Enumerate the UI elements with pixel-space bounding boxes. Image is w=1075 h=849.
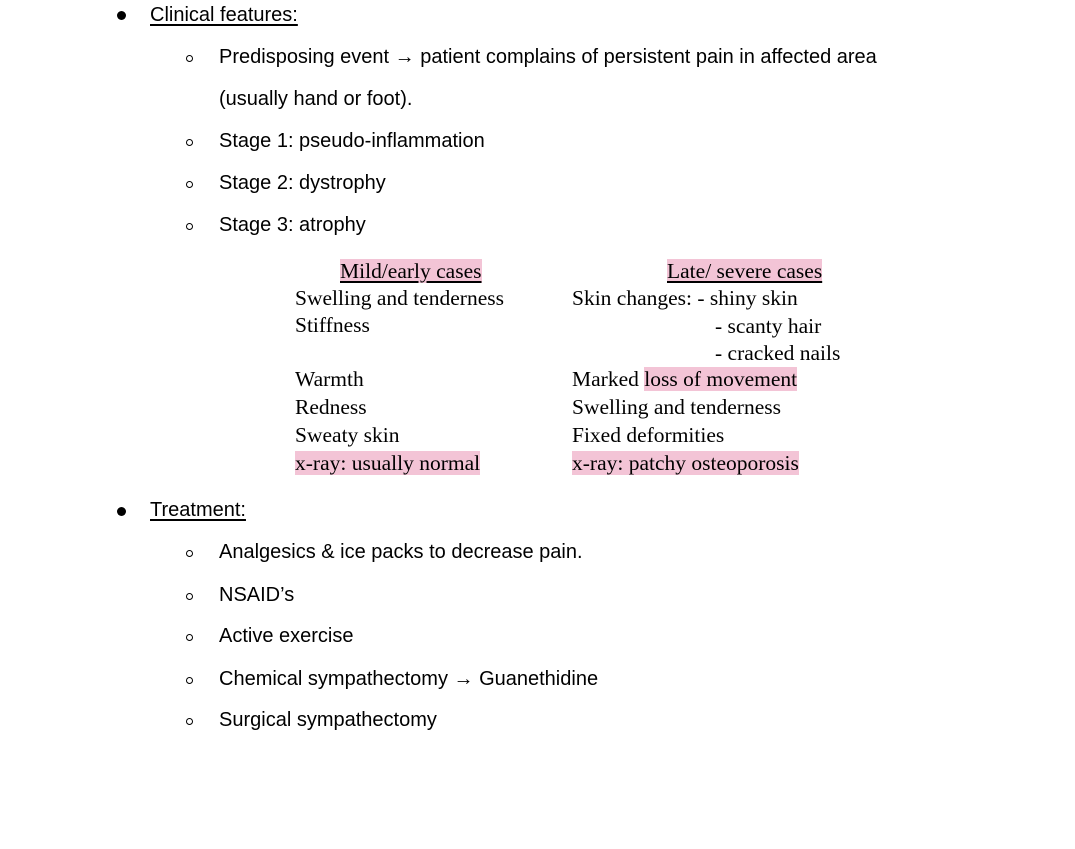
bullet-treatment bbox=[117, 507, 126, 516]
clinical-item-1-cont: (usually hand or foot). bbox=[219, 88, 413, 110]
treatment-item-3: Active exercise bbox=[219, 625, 354, 647]
severe-skin-sub: - scanty hair bbox=[715, 314, 822, 338]
sub-bullet bbox=[186, 634, 193, 641]
mild-item: Swelling and tenderness bbox=[295, 286, 504, 310]
sub-bullet bbox=[186, 550, 193, 557]
mild-header: Mild/early cases bbox=[340, 259, 482, 283]
severe-skin-changes: Skin changes: - shiny skin bbox=[572, 286, 798, 310]
sub-bullet bbox=[186, 181, 193, 188]
sub-bullet bbox=[186, 718, 193, 725]
mild-item: Stiffness bbox=[295, 313, 370, 337]
treatment-item-4: Chemical sympathectomy → Guanethidine bbox=[219, 668, 599, 690]
clinical-item-3: Stage 2: dystrophy bbox=[219, 172, 386, 194]
severe-item: Swelling and tenderness bbox=[572, 395, 781, 419]
treatment-heading: Treatment: bbox=[150, 499, 246, 521]
sub-bullet bbox=[186, 223, 193, 230]
bullet-clinical bbox=[117, 11, 126, 20]
sub-bullet bbox=[186, 677, 193, 684]
severe-skin-sub: - cracked nails bbox=[715, 341, 841, 365]
clinical-item-4: Stage 3: atrophy bbox=[219, 214, 366, 236]
sub-bullet bbox=[186, 593, 193, 600]
mild-item: Redness bbox=[295, 395, 367, 419]
treatment-item-1: Analgesics & ice packs to decrease pain. bbox=[219, 541, 583, 563]
sub-bullet bbox=[186, 55, 193, 62]
clinical-item-2: Stage 1: pseudo-inflammation bbox=[219, 130, 485, 152]
treatment-item-5: Surgical sympathectomy bbox=[219, 709, 437, 731]
mild-xray: x-ray: usually normal bbox=[295, 451, 481, 475]
clinical-heading: Clinical features: bbox=[150, 4, 298, 26]
severe-item: Fixed deformities bbox=[572, 423, 725, 447]
treatment-item-2: NSAID’s bbox=[219, 584, 295, 606]
sub-bullet bbox=[186, 139, 193, 146]
severe-xray: x-ray: patchy osteoporosis bbox=[572, 451, 799, 475]
mild-item: Sweaty skin bbox=[295, 423, 400, 447]
severe-header: Late/ severe cases bbox=[667, 259, 823, 283]
severe-movement: Marked loss of movement bbox=[572, 367, 798, 391]
mild-item: Warmth bbox=[295, 367, 364, 391]
clinical-item-1: Predisposing event → patient complains of persistent pain in affected area bbox=[219, 46, 877, 68]
